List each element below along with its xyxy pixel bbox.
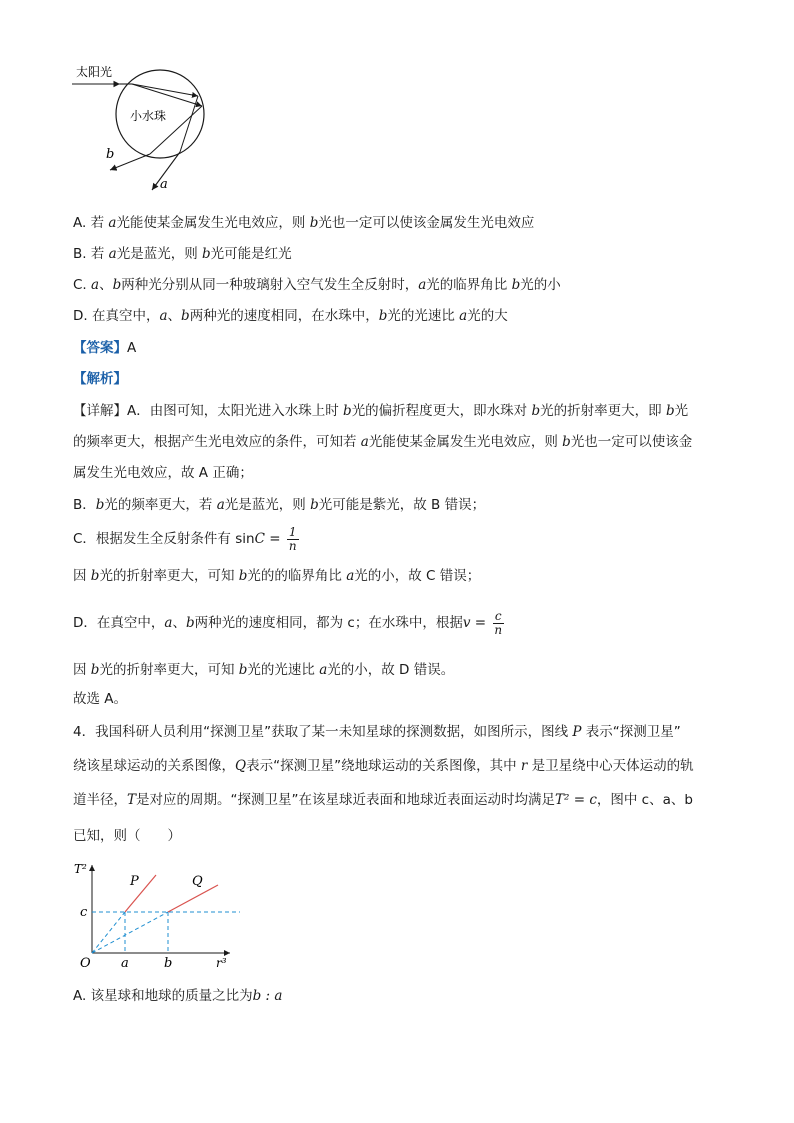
p-dashed-segment: [92, 912, 125, 953]
answer-label: 【答案】: [73, 340, 127, 356]
tick-c-label: c: [80, 905, 88, 920]
detail-line-5: C．根据发生全反射条件有 sinC = $\frac{1}{n}$: [73, 524, 297, 553]
q4-line-2: 绕该星球运动的关系图像，Q表示“探测卫星”绕地球运动的关系图像，其中 r 是卫星绕中心天体运动的轨: [73, 758, 694, 774]
q4-line-1: 4．我国科研人员利用“探测卫星”获取了某一未知星球的探测数据，如图所示，图线 P 表示“探测卫星”: [73, 724, 681, 740]
q3-option-d: D. 在真空中，a、b两种光的速度相同，在水珠中，b光的光速比 a光的大: [73, 308, 508, 324]
analysis-label: 【解析】: [73, 371, 127, 387]
t2-r3-graph: [70, 855, 250, 970]
x-axis-label: r³: [216, 956, 227, 970]
fraction-c-over-n: $\frac{c}{n}$: [494, 608, 503, 637]
line-q: [168, 885, 218, 912]
q4-line-4: 已知，则（ ）: [73, 828, 181, 844]
ray-b-exit: [110, 154, 150, 170]
fraction-1-over-n: $\frac{1}{n}$: [288, 524, 297, 553]
q-dashed-segment: [92, 912, 168, 953]
line-q-label: Q: [192, 874, 203, 889]
ray-b-label: b: [106, 147, 115, 162]
detail-line-8: 因 b光的折射率更大，可知 b光的光速比 a光的小，故 D 错误。: [73, 662, 455, 678]
detail-line-7: D．在真空中，a、b两种光的速度相同，都为 c；在水珠中，根据v = $\frac{c}{n}$: [73, 608, 503, 637]
q3-option-a: A. 若 a光能使某金属发生光电效应，则 b光也一定可以使该金属发生光电效应: [73, 215, 535, 231]
detail-line-1: 【详解】A．由图可知，太阳光进入水珠上时 b光的偏折程度更大，即水珠对 b光的折射率更大，即 b光: [73, 403, 689, 419]
answer-line: [73, 338, 136, 358]
detail-line-3: 属发生光电效应，故 A 正确；: [73, 465, 253, 481]
ray-a-label: a: [160, 177, 168, 192]
droplet-label: 小水珠: [130, 109, 167, 123]
analysis-line: [73, 369, 127, 389]
q3-option-b: B. 若 a光是蓝光，则 b光可能是红光: [73, 246, 292, 262]
detail-line-6: 因 b光的折射率更大，可知 b光的的临界角比 a光的小，故 C 错误；: [73, 568, 481, 584]
answer-value: A: [127, 340, 137, 356]
detail-line-2: 的频率更大，根据产生光电效应的条件，可知若 a光能使某金属发生光电效应，则 b光也一定可以使该金: [73, 434, 693, 450]
line-p-label: P: [130, 874, 139, 889]
detail-line-9: 故选 A。: [73, 691, 128, 707]
detail-line-4: B．b光的频率更大，若 a光是蓝光，则 b光可能是紫光，故 B 错误；: [73, 497, 486, 513]
water-droplet-figure: [70, 62, 270, 202]
tick-b-label: b: [164, 956, 173, 970]
origin-label: O: [80, 956, 91, 970]
y-axis-label: T²: [74, 862, 87, 876]
q3-option-c: C. a、b两种光分别从同一种玻璃射入空气发生全反射时，a光的临界角比 b光的小: [73, 277, 561, 293]
q4-option-a: A. 该星球和地球的质量之比为b : a: [73, 988, 283, 1004]
sunlight-label: 太阳光: [76, 65, 113, 79]
q4-line-3: 道半径，T是对应的周期。“探测卫星”在该星球近表面和地球近表面运动时均满足T² = c，图中 c、a、b: [73, 792, 693, 808]
tick-a-label: a: [121, 956, 129, 970]
